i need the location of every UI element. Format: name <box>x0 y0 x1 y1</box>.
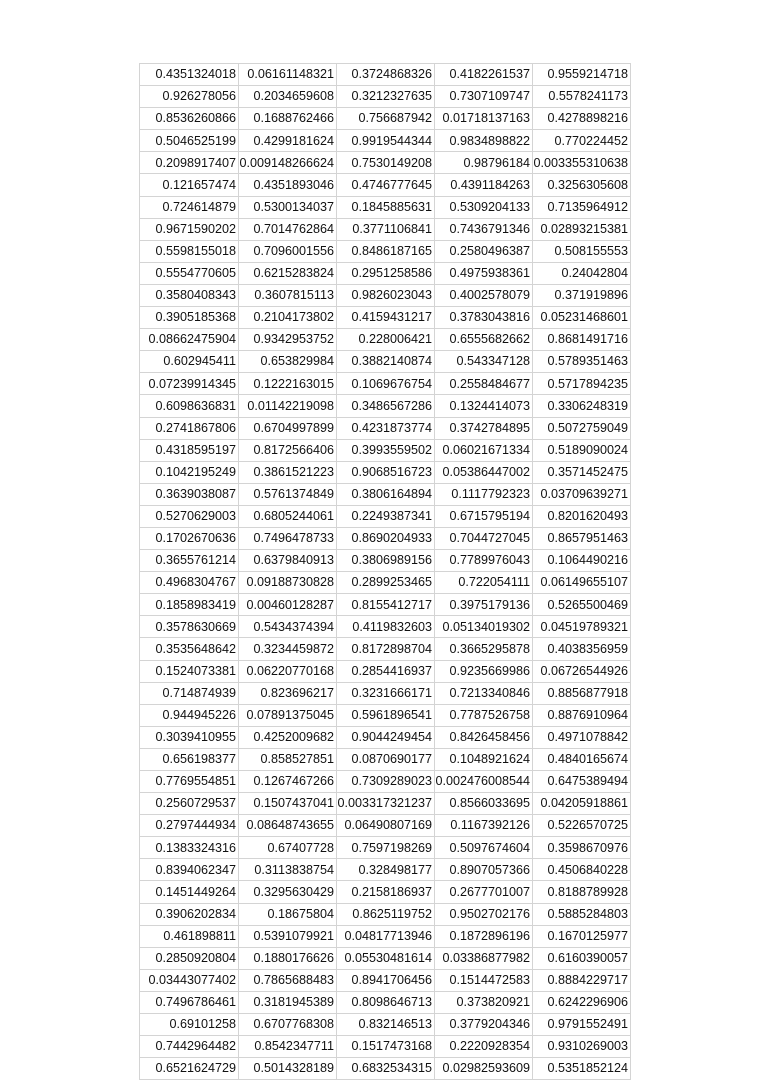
table-cell[interactable]: 0.5265500469 <box>533 594 631 616</box>
table-cell[interactable]: 0.3806164894 <box>337 483 435 505</box>
table-cell[interactable]: 0.4231873774 <box>337 417 435 439</box>
table-cell[interactable]: 0.7135964912 <box>533 196 631 218</box>
table-cell[interactable]: 0.2104173802 <box>239 307 337 329</box>
table-cell[interactable]: 0.3181945389 <box>239 991 337 1013</box>
table-cell[interactable]: 0.9671590202 <box>140 218 239 240</box>
table-cell[interactable]: 0.3975179136 <box>435 594 533 616</box>
table-cell[interactable]: 0.1167392126 <box>435 815 533 837</box>
table-cell[interactable]: 0.8566033695 <box>435 793 533 815</box>
table-row <box>140 439 631 461</box>
table-cell[interactable]: 0.770224452 <box>533 130 631 152</box>
table-row <box>140 108 631 130</box>
table-cell[interactable]: 0.5270629003 <box>140 505 239 527</box>
table-cell[interactable]: 0.6242296906 <box>533 991 631 1013</box>
table-cell[interactable]: 0.8172566406 <box>239 439 337 461</box>
table-cell[interactable]: 0.5072759049 <box>533 417 631 439</box>
table-row <box>140 196 631 218</box>
table-cell[interactable]: 0.4159431217 <box>337 307 435 329</box>
table-cell[interactable]: 0.4002578079 <box>435 284 533 306</box>
table-row <box>140 174 631 196</box>
table-cell[interactable]: 0.6707768308 <box>239 1014 337 1036</box>
table-cell[interactable]: 0.5434374394 <box>239 616 337 638</box>
table-cell[interactable]: 0.003355310638 <box>533 152 631 174</box>
table-cell[interactable]: 0.1324414073 <box>435 395 533 417</box>
table-cell[interactable]: 0.8657951463 <box>533 527 631 549</box>
table-body <box>140 64 631 1080</box>
table-cell[interactable]: 0.1267467266 <box>239 771 337 793</box>
table-cell[interactable]: 0.3306248319 <box>533 395 631 417</box>
table-cell[interactable]: 0.1069676754 <box>337 373 435 395</box>
table-cell[interactable]: 0.4746777645 <box>337 174 435 196</box>
table-cell[interactable]: 0.1688762466 <box>239 108 337 130</box>
table-cell[interactable]: 0.4299181624 <box>239 130 337 152</box>
table-cell[interactable]: 0.7044727045 <box>435 527 533 549</box>
table-cell[interactable]: 0.6832534315 <box>337 1058 435 1080</box>
table-cell[interactable]: 0.2854416937 <box>337 660 435 682</box>
table-cell[interactable]: 0.4968304767 <box>140 572 239 594</box>
table-cell[interactable]: 0.832146513 <box>337 1014 435 1036</box>
table-cell[interactable]: 0.7597198269 <box>337 837 435 859</box>
table-cell[interactable]: 0.3882140874 <box>337 351 435 373</box>
table-cell[interactable]: 0.4119832603 <box>337 616 435 638</box>
table-cell[interactable]: 0.602945411 <box>140 351 239 373</box>
table-cell[interactable]: 0.1845885631 <box>337 196 435 218</box>
table-row <box>140 284 631 306</box>
table-cell[interactable]: 0.9559214718 <box>533 64 631 86</box>
table-cell[interactable]: 0.5885284803 <box>533 903 631 925</box>
table-cell[interactable]: 0.4975938361 <box>435 262 533 284</box>
table-cell[interactable]: 0.0870690177 <box>337 748 435 770</box>
table-row <box>140 550 631 572</box>
table-cell[interactable]: 0.1858983419 <box>140 594 239 616</box>
table-row <box>140 572 631 594</box>
table-cell[interactable]: 0.2098917407 <box>140 152 239 174</box>
table-cell[interactable]: 0.3607815113 <box>239 284 337 306</box>
table-cell[interactable]: 0.228006421 <box>337 329 435 351</box>
table-cell[interactable]: 0.5351852124 <box>533 1058 631 1080</box>
table-cell[interactable]: 0.1048921624 <box>435 748 533 770</box>
table-cell[interactable]: 0.9919544344 <box>337 130 435 152</box>
table-cell[interactable]: 0.2850920804 <box>140 947 239 969</box>
table-cell[interactable]: 0.009148266624 <box>239 152 337 174</box>
table-cell[interactable]: 0.9791552491 <box>533 1014 631 1036</box>
table-cell[interactable]: 0.03443077402 <box>140 969 239 991</box>
table-cell[interactable]: 0.543347128 <box>435 351 533 373</box>
table-row <box>140 771 631 793</box>
table-cell[interactable]: 0.7213340846 <box>435 682 533 704</box>
table-cell[interactable]: 0.8542347711 <box>239 1036 337 1058</box>
table-cell[interactable]: 0.7530149208 <box>337 152 435 174</box>
table-row <box>140 903 631 925</box>
table-cell[interactable]: 0.121657474 <box>140 174 239 196</box>
table-cell[interactable]: 0.8856877918 <box>533 682 631 704</box>
table-cell[interactable]: 0.6379840913 <box>239 550 337 572</box>
table-cell[interactable]: 0.5789351463 <box>533 351 631 373</box>
table-cell[interactable]: 0.8172898704 <box>337 638 435 660</box>
table-cell[interactable]: 0.1514472583 <box>435 969 533 991</box>
table-cell[interactable]: 0.01142219098 <box>239 395 337 417</box>
table-cell[interactable]: 0.724614879 <box>140 196 239 218</box>
table-cell[interactable]: 0.24042804 <box>533 262 631 284</box>
table-cell[interactable]: 0.05530481614 <box>337 947 435 969</box>
table-cell[interactable]: 0.69101258 <box>140 1014 239 1036</box>
table-cell[interactable]: 0.8188789928 <box>533 881 631 903</box>
table-cell[interactable]: 0.3861521223 <box>239 461 337 483</box>
table-row <box>140 483 631 505</box>
table-cell[interactable]: 0.3234459872 <box>239 638 337 660</box>
table-row <box>140 417 631 439</box>
table-cell[interactable]: 0.371919896 <box>533 284 631 306</box>
table-cell[interactable]: 0.04519789321 <box>533 616 631 638</box>
table-cell[interactable]: 0.4840165674 <box>533 748 631 770</box>
table-row <box>140 527 631 549</box>
table-cell[interactable]: 0.7865688483 <box>239 969 337 991</box>
table-cell[interactable]: 0.7436791346 <box>435 218 533 240</box>
table-cell[interactable]: 0.6160390057 <box>533 947 631 969</box>
table-row <box>140 307 631 329</box>
table-cell[interactable]: 0.2677701007 <box>435 881 533 903</box>
table-cell[interactable]: 0.5309204133 <box>435 196 533 218</box>
table-cell[interactable]: 0.06149655107 <box>533 572 631 594</box>
table-cell[interactable]: 0.8394062347 <box>140 859 239 881</box>
table-cell[interactable]: 0.3571452475 <box>533 461 631 483</box>
table-cell[interactable]: 0.6098636831 <box>140 395 239 417</box>
table-row <box>140 64 631 86</box>
table-row <box>140 815 631 837</box>
table-cell[interactable]: 0.1222163015 <box>239 373 337 395</box>
table-row <box>140 262 631 284</box>
table-cell[interactable]: 0.98796184 <box>435 152 533 174</box>
table-cell[interactable]: 0.5554770605 <box>140 262 239 284</box>
table-cell[interactable]: 0.6805244061 <box>239 505 337 527</box>
table-cell[interactable]: 0.3256305608 <box>533 174 631 196</box>
table-cell[interactable]: 0.2899253465 <box>337 572 435 594</box>
spreadsheet-table <box>139 63 631 1080</box>
table-cell[interactable]: 0.3039410955 <box>140 726 239 748</box>
table-cell[interactable]: 0.8690204933 <box>337 527 435 549</box>
table-cell[interactable]: 0.656198377 <box>140 748 239 770</box>
table-cell[interactable]: 0.714874939 <box>140 682 239 704</box>
table-row <box>140 969 631 991</box>
table-row <box>140 881 631 903</box>
table-cell[interactable]: 0.3905185368 <box>140 307 239 329</box>
table-cell[interactable]: 0.9068516723 <box>337 461 435 483</box>
table-cell[interactable]: 0.2034659608 <box>239 86 337 108</box>
table-cell[interactable]: 0.926278056 <box>140 86 239 108</box>
table-cell[interactable]: 0.9826023043 <box>337 284 435 306</box>
table-cell[interactable]: 0.5717894235 <box>533 373 631 395</box>
table-cell[interactable]: 0.6715795194 <box>435 505 533 527</box>
table-row <box>140 1036 631 1058</box>
table-cell[interactable]: 0.5097674604 <box>435 837 533 859</box>
table-cell[interactable]: 0.3231666171 <box>337 682 435 704</box>
table-row <box>140 704 631 726</box>
table-cell[interactable]: 0.8876910964 <box>533 704 631 726</box>
table-row <box>140 638 631 660</box>
table-cell[interactable]: 0.8486187165 <box>337 240 435 262</box>
table-cell[interactable]: 0.7014762864 <box>239 218 337 240</box>
table-cell[interactable]: 0.6521624729 <box>140 1058 239 1080</box>
table-row <box>140 859 631 881</box>
table-cell[interactable]: 0.08648743655 <box>239 815 337 837</box>
table-row <box>140 793 631 815</box>
table-cell[interactable]: 0.3771106841 <box>337 218 435 240</box>
table-cell[interactable]: 0.3486567286 <box>337 395 435 417</box>
table-cell[interactable]: 0.4278898216 <box>533 108 631 130</box>
table-cell[interactable]: 0.7442964482 <box>140 1036 239 1058</box>
table-cell[interactable]: 0.7496786461 <box>140 991 239 1013</box>
table-cell[interactable]: 0.7787526758 <box>435 704 533 726</box>
table-cell[interactable]: 0.9235669986 <box>435 660 533 682</box>
table-cell[interactable]: 0.4351324018 <box>140 64 239 86</box>
table-cell[interactable]: 0.756687942 <box>337 108 435 130</box>
table-cell[interactable]: 0.3113838754 <box>239 859 337 881</box>
table-cell[interactable]: 0.373820921 <box>435 991 533 1013</box>
table-cell[interactable]: 0.944945226 <box>140 704 239 726</box>
table-cell[interactable]: 0.7096001556 <box>239 240 337 262</box>
table-cell[interactable]: 0.1702670636 <box>140 527 239 549</box>
table-cell[interactable]: 0.8884229717 <box>533 969 631 991</box>
table-cell[interactable]: 0.9310269003 <box>533 1036 631 1058</box>
table-cell[interactable]: 0.508155553 <box>533 240 631 262</box>
table-cell[interactable]: 0.5391079921 <box>239 925 337 947</box>
table-row <box>140 837 631 859</box>
table-cell[interactable]: 0.2580496387 <box>435 240 533 262</box>
table-cell[interactable]: 0.5189090024 <box>533 439 631 461</box>
table-row <box>140 1014 631 1036</box>
table-cell[interactable]: 0.00460128287 <box>239 594 337 616</box>
table-cell[interactable]: 0.3639038087 <box>140 483 239 505</box>
table-cell[interactable]: 0.9834898822 <box>435 130 533 152</box>
table-cell[interactable]: 0.05134019302 <box>435 616 533 638</box>
table-row <box>140 505 631 527</box>
table-cell[interactable]: 0.1117792323 <box>435 483 533 505</box>
table-row <box>140 218 631 240</box>
table-cell[interactable]: 0.722054111 <box>435 572 533 594</box>
table-cell[interactable]: 0.5578241173 <box>533 86 631 108</box>
table-cell[interactable]: 0.1064490216 <box>533 550 631 572</box>
table-cell[interactable]: 0.04205918861 <box>533 793 631 815</box>
table-cell[interactable]: 0.4318595197 <box>140 439 239 461</box>
table-cell[interactable]: 0.1524073381 <box>140 660 239 682</box>
table-cell[interactable]: 0.5046525199 <box>140 130 239 152</box>
table-cell[interactable]: 0.8907057366 <box>435 859 533 881</box>
table-cell[interactable]: 0.5598155018 <box>140 240 239 262</box>
table-row <box>140 726 631 748</box>
table-cell[interactable]: 0.3535648642 <box>140 638 239 660</box>
table-cell[interactable]: 0.08662475904 <box>140 329 239 351</box>
table-row <box>140 660 631 682</box>
table-row <box>140 1058 631 1080</box>
table-cell[interactable]: 0.1042195249 <box>140 461 239 483</box>
table-row <box>140 240 631 262</box>
table-row <box>140 947 631 969</box>
table-cell[interactable]: 0.7769554851 <box>140 771 239 793</box>
table-cell[interactable]: 0.67407728 <box>239 837 337 859</box>
table-cell[interactable]: 0.4506840228 <box>533 859 631 881</box>
table-cell[interactable]: 0.8536260866 <box>140 108 239 130</box>
table-cell[interactable]: 0.8201620493 <box>533 505 631 527</box>
table-cell[interactable]: 0.3655761214 <box>140 550 239 572</box>
table-cell[interactable]: 0.4971078842 <box>533 726 631 748</box>
table-cell[interactable]: 0.1383324316 <box>140 837 239 859</box>
table-cell[interactable]: 0.9502702176 <box>435 903 533 925</box>
table-cell[interactable]: 0.02982593609 <box>435 1058 533 1080</box>
table-cell[interactable]: 0.003317321237 <box>337 793 435 815</box>
table-row <box>140 991 631 1013</box>
table-cell[interactable]: 0.6704997899 <box>239 417 337 439</box>
table-cell[interactable]: 0.823696217 <box>239 682 337 704</box>
table-cell[interactable]: 0.8941706456 <box>337 969 435 991</box>
table-cell[interactable]: 0.7789976043 <box>435 550 533 572</box>
table-cell[interactable]: 0.5014328189 <box>239 1058 337 1080</box>
table-row <box>140 748 631 770</box>
table-cell[interactable]: 0.8155412717 <box>337 594 435 616</box>
table-cell[interactable]: 0.04817713946 <box>337 925 435 947</box>
table-cell[interactable]: 0.2797444934 <box>140 815 239 837</box>
table-cell[interactable]: 0.1507437041 <box>239 793 337 815</box>
table-cell[interactable]: 0.3779204346 <box>435 1014 533 1036</box>
table-row <box>140 329 631 351</box>
table-cell[interactable]: 0.1880176626 <box>239 947 337 969</box>
table-cell[interactable]: 0.4182261537 <box>435 64 533 86</box>
table-row <box>140 461 631 483</box>
table-cell[interactable]: 0.03709639271 <box>533 483 631 505</box>
table-cell[interactable]: 0.002476008544 <box>435 771 533 793</box>
table-cell[interactable]: 0.2560729537 <box>140 793 239 815</box>
table-cell[interactable]: 0.3724868326 <box>337 64 435 86</box>
table-cell[interactable]: 0.858527851 <box>239 748 337 770</box>
table-cell[interactable]: 0.6215283824 <box>239 262 337 284</box>
table-cell[interactable]: 0.5226570725 <box>533 815 631 837</box>
table-cell[interactable]: 0.06490807169 <box>337 815 435 837</box>
table-cell[interactable]: 0.4351893046 <box>239 174 337 196</box>
table-cell[interactable]: 0.07891375045 <box>239 704 337 726</box>
table-cell[interactable]: 0.05231468601 <box>533 307 631 329</box>
table-cell[interactable]: 0.4038356959 <box>533 638 631 660</box>
table-row <box>140 616 631 638</box>
table-cell[interactable]: 0.328498177 <box>337 859 435 881</box>
table-cell[interactable]: 0.6475389494 <box>533 771 631 793</box>
table-cell[interactable]: 0.18675804 <box>239 903 337 925</box>
table-cell[interactable]: 0.01718137163 <box>435 108 533 130</box>
table-cell[interactable]: 0.8098646713 <box>337 991 435 1013</box>
table-row <box>140 130 631 152</box>
table-cell[interactable]: 0.3806989156 <box>337 550 435 572</box>
table-cell[interactable]: 0.3906202834 <box>140 903 239 925</box>
table-cell[interactable]: 0.06021671334 <box>435 439 533 461</box>
table-cell[interactable]: 0.4391184263 <box>435 174 533 196</box>
table-cell[interactable]: 0.1451449264 <box>140 881 239 903</box>
table-cell[interactable]: 0.3598670976 <box>533 837 631 859</box>
table-cell[interactable]: 0.06726544926 <box>533 660 631 682</box>
table-cell[interactable]: 0.3783043816 <box>435 307 533 329</box>
table-cell[interactable]: 0.7496478733 <box>239 527 337 549</box>
table-row <box>140 152 631 174</box>
table-cell[interactable]: 0.5761374849 <box>239 483 337 505</box>
table-cell[interactable]: 0.06161148321 <box>239 64 337 86</box>
table-cell[interactable]: 0.7307109747 <box>435 86 533 108</box>
table-cell[interactable]: 0.653829984 <box>239 351 337 373</box>
table-cell[interactable]: 0.3742784895 <box>435 417 533 439</box>
table-cell[interactable]: 0.3295630429 <box>239 881 337 903</box>
table-cell[interactable]: 0.1670125977 <box>533 925 631 947</box>
table-row <box>140 682 631 704</box>
table-cell[interactable]: 0.5961896541 <box>337 704 435 726</box>
table-cell[interactable]: 0.2951258586 <box>337 262 435 284</box>
table-cell[interactable]: 0.9342953752 <box>239 329 337 351</box>
table-cell[interactable]: 0.3578630669 <box>140 616 239 638</box>
table-row <box>140 925 631 947</box>
table-cell[interactable]: 0.4252009682 <box>239 726 337 748</box>
table-cell[interactable]: 0.461898811 <box>140 925 239 947</box>
table-cell[interactable]: 0.2220928354 <box>435 1036 533 1058</box>
table-cell[interactable]: 0.1517473168 <box>337 1036 435 1058</box>
table-cell[interactable]: 0.03386877982 <box>435 947 533 969</box>
table-cell[interactable]: 0.09188730828 <box>239 572 337 594</box>
table-cell[interactable]: 0.3212327635 <box>337 86 435 108</box>
table-cell[interactable]: 0.3580408343 <box>140 284 239 306</box>
table-cell[interactable]: 0.1872896196 <box>435 925 533 947</box>
table-cell[interactable]: 0.8625119752 <box>337 903 435 925</box>
table-cell[interactable]: 0.6555682662 <box>435 329 533 351</box>
table-cell[interactable]: 0.7309289023 <box>337 771 435 793</box>
table-cell[interactable]: 0.8681491716 <box>533 329 631 351</box>
table-cell[interactable]: 0.02893215381 <box>533 218 631 240</box>
table-cell[interactable]: 0.2558484677 <box>435 373 533 395</box>
table-row <box>140 594 631 616</box>
table-row <box>140 395 631 417</box>
table-cell[interactable]: 0.3993559502 <box>337 439 435 461</box>
table-cell[interactable]: 0.06220770168 <box>239 660 337 682</box>
table-cell[interactable]: 0.9044249454 <box>337 726 435 748</box>
table-cell[interactable]: 0.2249387341 <box>337 505 435 527</box>
table-cell[interactable]: 0.2741867806 <box>140 417 239 439</box>
table-cell[interactable]: 0.2158186937 <box>337 881 435 903</box>
table-row <box>140 373 631 395</box>
table-cell[interactable]: 0.5300134037 <box>239 196 337 218</box>
table-cell[interactable]: 0.07239914345 <box>140 373 239 395</box>
table-row <box>140 86 631 108</box>
table-cell[interactable]: 0.3665295878 <box>435 638 533 660</box>
table-row <box>140 351 631 373</box>
table-cell[interactable]: 0.05386447002 <box>435 461 533 483</box>
table-cell[interactable]: 0.8426458456 <box>435 726 533 748</box>
